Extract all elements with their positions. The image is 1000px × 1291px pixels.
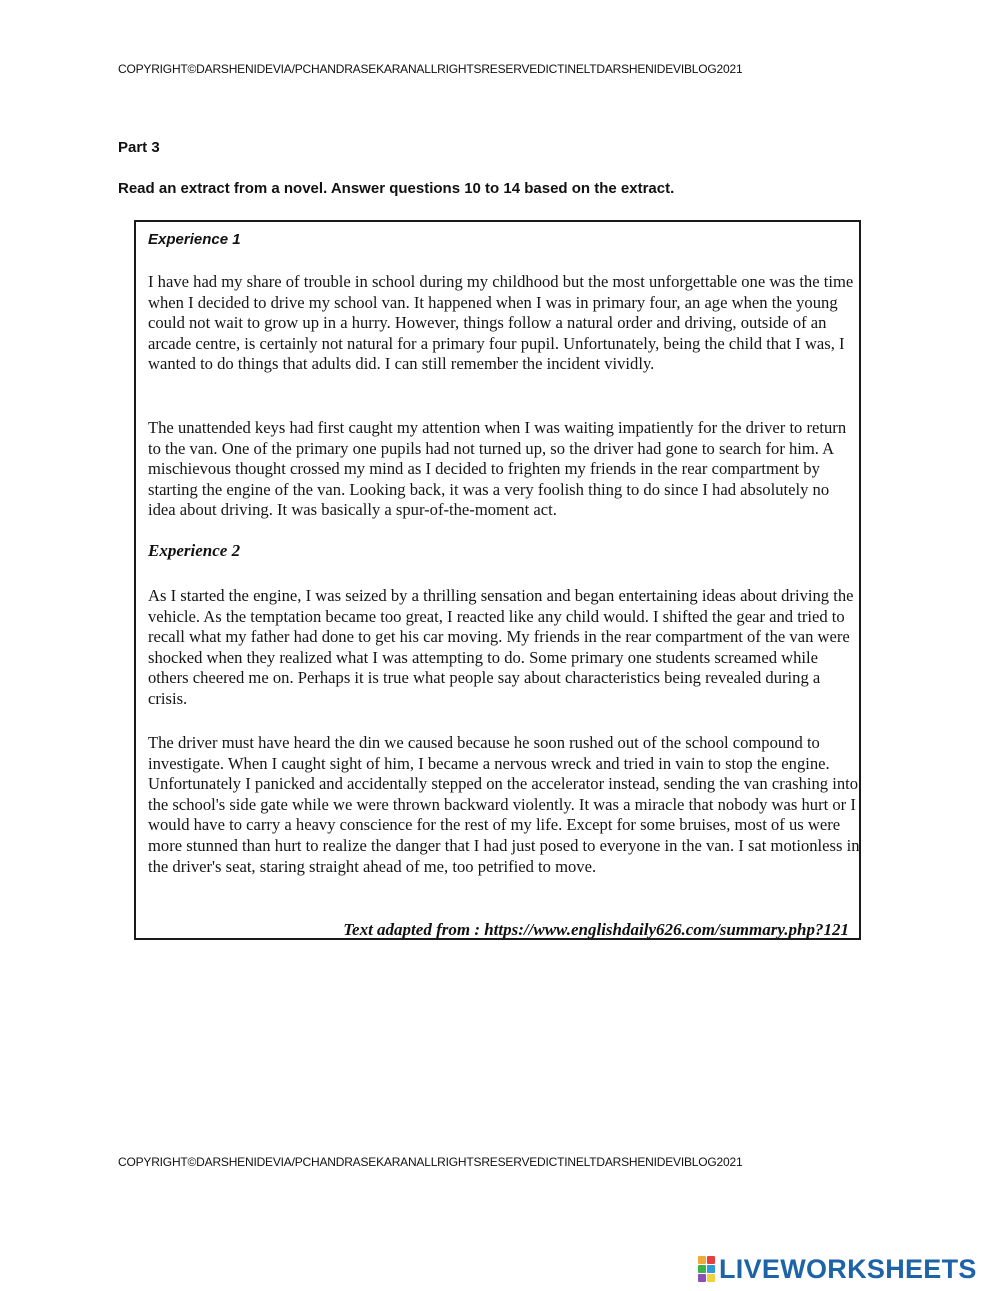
instruction-text: Read an extract from a novel. Answer questions 10 to 14 based on the extract. [118, 180, 675, 197]
logo-tile [698, 1265, 706, 1273]
extract-paragraph-3: As I started the engine, I was seized by a thrilling sensation and began entertaining ideas about driving the vehicle. As the temptation became too great, I reacted like any child would. I shifted the gear and tried to recall what my father had done to get his car moving. My friends in the rear compartment of the van were shocked when they realized what I was attempting to do. Some primary one students screamed while others cheered me on. Perhaps it is true what people say about characteristics being revealed during a crisis. [148, 586, 854, 708]
logo-tile [707, 1265, 715, 1273]
extract-paragraph-4: The driver must have heard the din we caused because he soon rushed out of the school compound to investigate. When I caught sight of him, I became a nervous wreck and tried in vain to stop the engine. Unfortunately I panicked and accidentally stepped on the accelerator instead, sending the van crashing into the school's side gate while we were thrown backward violently. It was a miracle that nobody was hurt or I would have to carry a heavy conscience for the rest of my life. Except for some bruises, most of us were more stunned than hurt to realize the danger that I had just posed to everyone in the van. I sat motionless in the driver's seat, staring straight ahead of me, too petrified to move. [148, 733, 860, 876]
logo-tile [698, 1274, 706, 1282]
liveworksheets-logo-icon [698, 1256, 715, 1282]
part-title: Part 3 [118, 139, 160, 156]
extract-paragraph-2: The unattended keys had first caught my attention when I was waiting impatiently for the driver to return to the van. One of the primary one pupils had not turned up, so the driver had gone to search for him. A mischievous thought crossed my mind as I decided to frighten my friends in the rear compartment by starting the engine of the van. Looking back, it was a very foolish thing to do since I had absolutely no idea about driving. It was basically a spur-of-the-moment act. [148, 418, 847, 520]
experience-2-heading: Experience 2 [148, 541, 241, 560]
logo-tile [698, 1256, 706, 1264]
extract-paragraph-1: I have had my share of trouble in school during my childhood but the most unforgettable one was the time when I decided to drive my school van. It happened when I was in primary four, an age when the young could not wait to grow up in a hurry. However, things follow a natural order and driving, outside of an arcade centre, is certainly not natural for a primary four pupil. Unfortunately, being the child that I was, I wanted to do things that adults did. I can still remember the incident vividly. [148, 272, 854, 374]
footer-copyright: COPYRIGHT©DARSHENIDEVIA/PCHANDRASEKARANALLRIGHTSRESERVEDICTINELTDARSHENIDEVIBLOG2021 [118, 1155, 743, 1169]
extract-box [134, 220, 861, 940]
source-citation: Text adapted from : https://www.englishdaily626.com/summary.php?121 [343, 920, 849, 939]
experience-1-heading: Experience 1 [148, 231, 241, 248]
liveworksheets-logo [698, 1252, 977, 1286]
logo-wordmark: LIVEWORKSHEETS [719, 1253, 977, 1284]
header-copyright: COPYRIGHT©DARSHENIDEVIA/PCHANDRASEKARANALLRIGHTSRESERVEDICTINELTDARSHENIDEVIBLOG2021 [118, 62, 743, 76]
logo-tile [707, 1256, 715, 1264]
logo-tile [707, 1274, 715, 1282]
